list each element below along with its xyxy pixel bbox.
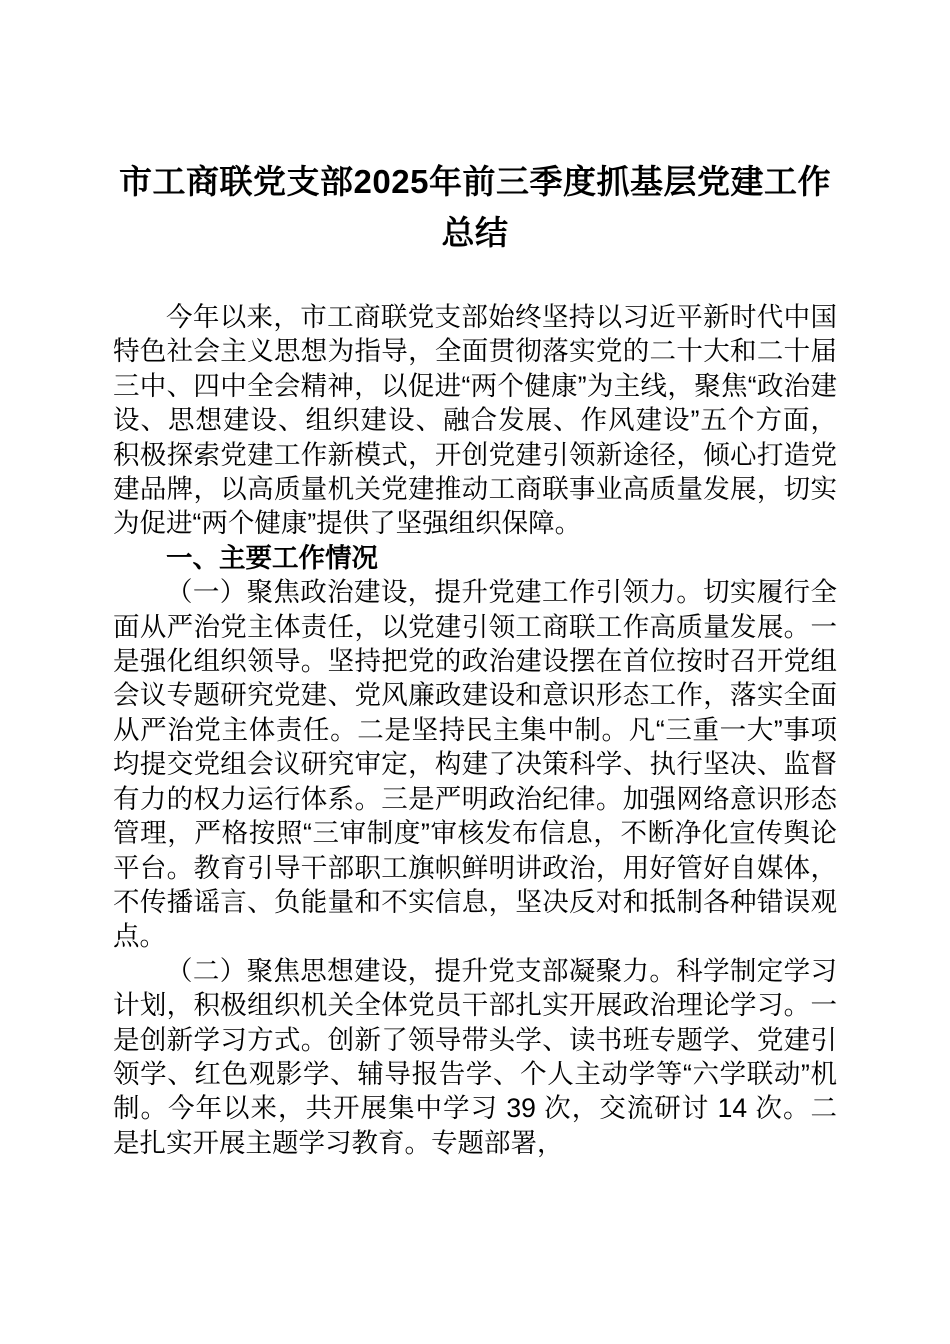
section-heading-1: 一、主要工作情况	[166, 542, 378, 573]
paragraph-intro: 今年以来，市工商联党支部始终坚持以习近平新时代中国特色社会主义思想为指导，全面贯彻落实党的二十大和二十届三中、四中全会精神，以促进“两个健康”为主线，聚焦“政治建设、思想建设、组织建设、融合发展、作风建设”五个方面，积极探索党建工作新模式，开创党建引领新途径，倾心打造党建品牌，以高质量机关党建推动工商联事业高质量发展，切实为促进“两个健康”提供了坚强组织保障。	[113, 302, 837, 539]
page-content	[113, 0, 837, 1160]
paragraph-subsection-1-2: （二）聚焦思想建设，提升党支部凝聚力。科学制定学习计划，积极组织机关全体党员干部扎实开展政治理论学习。一是创新学习方式。创新了领导带头学、读书班专题学、党建引领学、红色观影学、辅导报告学、个人主动学等“六学联动”机制。今年以来，共开展集中学习 39 次，交流研讨 14 次。二是扎实开展主题学习教育。专题部署，	[113, 955, 837, 1158]
document-body	[113, 300, 837, 1160]
paragraph-subsection-1-1: （一）聚焦政治建设，提升党建工作引领力。切实履行全面从严治党主体责任，以党建引领工商联工作高质量发展。一是强化组织领导。坚持把党的政治建设摆在首位按时召开党组会议专题研究党建、党风廉政建设和意识形态工作，落实全面从严治党主体责任。二是坚持民主集中制。凡“三重一大”事项均提交党组会议研究审定，构建了决策科学、执行坚决、监督有力的权力运行体系。三是严明政治纪律。加强网络意识形态管理，严格按照“三审制度”审核发布信息，不断净化宣传舆论平台。教育引导干部职工旗帜鲜明讲政治，用好管好自媒体，不传播谣言、负能量和不实信息，坚决反对和抵制各种错误观点。	[113, 577, 837, 952]
page-title: 市工商联党支部2025年前三季度抓基层党建工作总结	[119, 163, 831, 251]
